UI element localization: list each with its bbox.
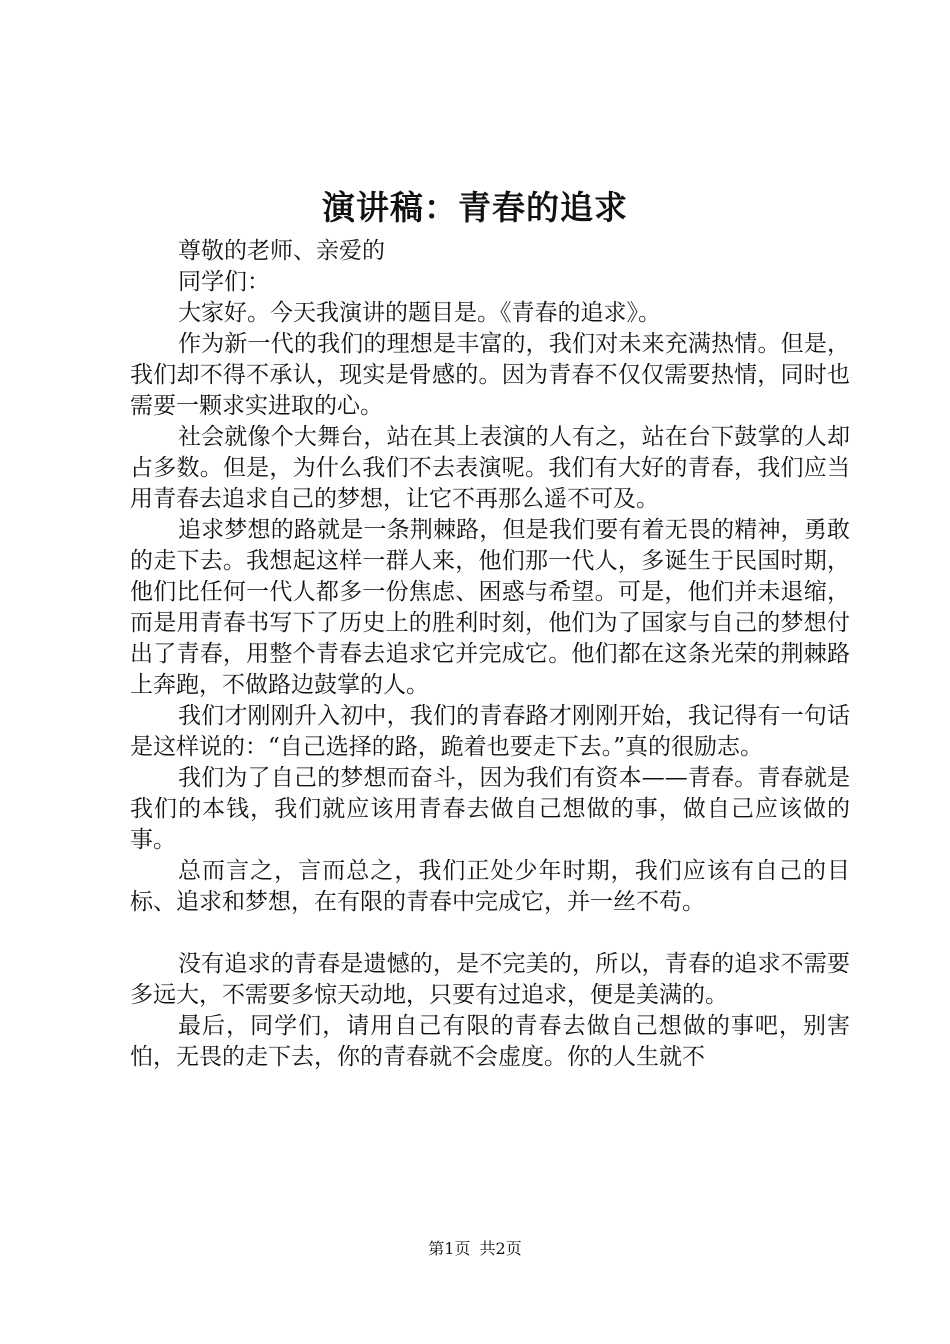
paragraph-closing: 最后，同学们，请用自己有限的青春去做自己想做的事吧，别害怕，无畏的走下去，你的青春就不会虚度。你的人生就不: [130, 1013, 850, 1070]
paragraph-regret: 没有追求的青春是遗憾的，是不完美的，所以，青春的追求不需要多远大，不需要多惊天动地，只要有过追求，便是美满的。: [130, 951, 850, 1008]
paragraph-capital: 我们为了自己的梦想而奋斗，因为我们有资本——青春。青春就是我们的本钱，我们就应该用青春去做自己想做的事，做自己应该做的事。: [130, 765, 850, 853]
document-title: 演讲稿：青春的追求: [322, 188, 628, 227]
paragraph-salutation-1: 尊敬的老师、亲爱的: [178, 238, 385, 264]
page-footer: [0, 1237, 950, 1261]
paragraph-stage: 社会就像个大舞台，站在其上表演的人有之，站在台下鼓掌的人却占多数。但是，为什么我们不去表演呢。我们有大好的青春，我们应当用青春去追求自己的梦想，让它不再那么遥不可及。: [130, 424, 850, 512]
paragraph-thorny-road: 追求梦想的路就是一条荆棘路，但是我们要有着无畏的精神，勇敢的走下去。我想起这样一群人来，他们那一代人，多诞生于民国时期，他们比任何一代人都多一份焦虑、困惑与希望。可是，他们并未退缩，而是用青春书写下了历史上的胜利时刻，他们为了国家与自己的梦想付出了青春，用整个青春去追求它并完成它。他们都在这条光荣的荆棘路上奔跑，不做路边鼓掌的人。: [130, 517, 850, 698]
page-total: 共2页: [479, 1239, 522, 1258]
paragraph-salutation-2: 同学们：: [178, 269, 270, 295]
paragraph-ideals: 作为新一代的我们的理想是丰富的，我们对未来充满热情。但是，我们却不得不承认，现实是骨感的。因为青春不仅仅需要热情，同时也需要一颗求实进取的心。: [130, 331, 850, 419]
document-body: [130, 236, 850, 1073]
paragraph-summary: 总而言之，言而总之，我们正处少年时期，我们应该有自己的目标、追求和梦想，在有限的青春中完成它，并一丝不苟。: [130, 858, 850, 915]
paragraph-junior-high: 我们才刚刚升入初中，我们的青春路才刚刚开始，我记得有一句话是这样说的：“自己选择的路，跪着也要走下去。”真的很励志。: [130, 703, 850, 760]
page-number: 第1页: [428, 1239, 471, 1258]
paragraph-greeting: 大家好。今天我演讲的题目是。《青春的追求》。: [178, 300, 661, 326]
